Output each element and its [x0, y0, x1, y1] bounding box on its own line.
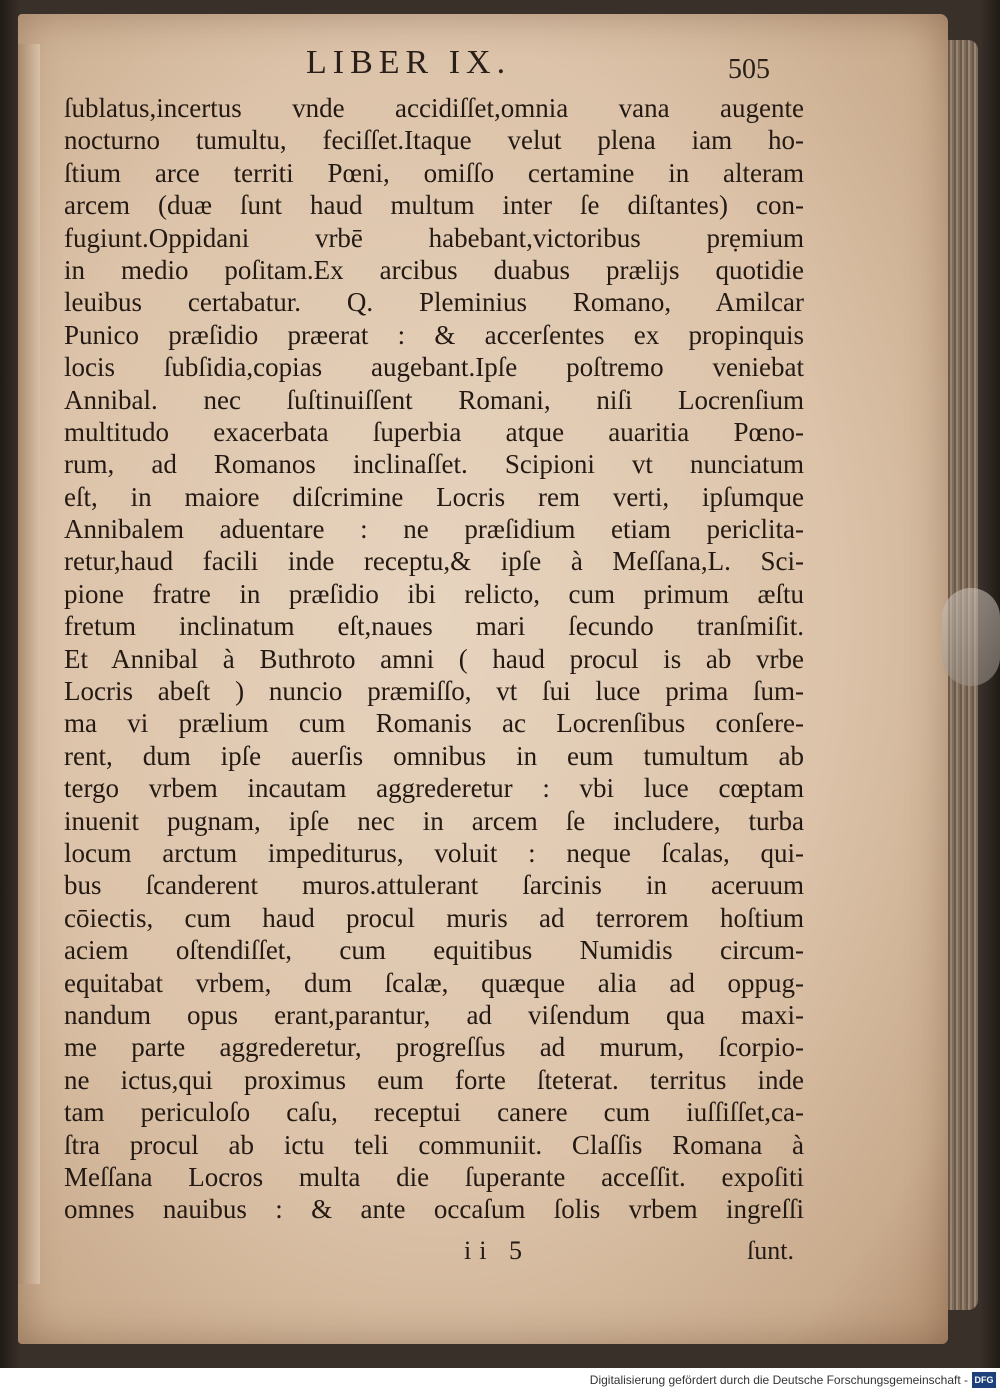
running-head: LIBER IX.: [306, 44, 512, 81]
text-line: ſublatus,incertus vnde accidiſſet,omnia vana augente: [64, 93, 804, 123]
text-line: ſtra procul ab ictu teli communiit. Claſſis Romana à: [64, 1129, 804, 1160]
text-line: Punico præſidio præerat : & accerſentes ex propinquis: [64, 319, 804, 350]
text-line: tam periculoſo caſu, receptui canere cum iuſſiſſet,ca-: [64, 1097, 804, 1128]
page-number: 505: [728, 54, 770, 85]
text-line: in medio poſitam.Ex arcibus duabus prælijs quotidie: [64, 254, 804, 285]
text-line: rum, ad Romanos inclinaſſet. Scipioni vt nunciatum: [64, 449, 804, 480]
text-line: fugiunt.Oppidani vrbē habebant,victoribus prẹmium: [64, 222, 804, 253]
text-line: nandum opus erant,parantur, ad viſendum qua maxi-: [64, 999, 804, 1030]
digitization-bar: [0, 1368, 1000, 1393]
text-line: tergo vrbem incautam aggrederetur : vbi luce cœptam: [64, 773, 804, 804]
text-line: eſt, in maiore diſcrimine Locris rem verti, ipſumque: [64, 481, 804, 512]
text-line: cōiectis, cum haud procul muris ad terrorem hoſtium: [64, 902, 804, 933]
text-line: retur,haud facili inde receptu,& ipſe à Meſſana,L. Sci-: [64, 546, 804, 577]
text-line: multitudo exacerbata ſuperbia atque auaritia Pœno-: [64, 416, 804, 447]
text-line: rent, dum ipſe auerſis omnibus in eum tumultum ab: [64, 740, 804, 771]
text-line: pione fratre in præſidio ibi relicto, cum primum æſtu: [64, 578, 804, 609]
text-line: Locris abeſt ) nuncio præmiſſo, vt ſui luce prima ſum-: [64, 676, 804, 707]
body-text: [64, 92, 804, 1226]
dfg-logo: DFG: [972, 1372, 996, 1388]
text-line: Annibal. nec ſuſtinuiſſent Romani, niſi Locrenſium: [64, 384, 804, 415]
text-line: leuibus certabatur. Q. Pleminius Romano, Amilcar: [64, 287, 804, 318]
text-line: inuenit pugnam, ipſe nec in arcem ſe includere, turba: [64, 805, 804, 836]
text-line: Et Annibal à Buthroto amni ( haud procul is ab vrbe: [64, 643, 804, 674]
text-line: ne ictus,qui proximus eum forte ſteterat. territus inde: [64, 1064, 804, 1095]
text-line: nocturno tumultu, feciſſet.Itaque velut plena iam ho-: [64, 125, 804, 156]
gutter-shadow: [18, 44, 40, 1284]
page-clip: [942, 588, 1000, 686]
catchword: ſunt.: [747, 1236, 794, 1265]
text-line: bus ſcanderent muros.attulerant ſarcinis in aceruum: [64, 870, 804, 901]
funding-credit: Digitalisierung gefördert durch die Deutsche Forschungsgemeinschaft -: [589, 1373, 968, 1387]
text-line: fretum inclinatum eſt,naues mari ſecundo tranſmiſit.: [64, 611, 804, 642]
text-line: equitabat vrbem, dum ſcalæ, quæque alia ad oppug-: [64, 967, 804, 998]
text-line: Annibalem aduentare : ne præſidium etiam periclita-: [64, 514, 804, 545]
text-line: me parte aggrederetur, progreſſus ad murum, ſcorpio-: [64, 1032, 804, 1063]
page-footer: [64, 1236, 804, 1270]
text-line: Meſſana Locros multa die ſuperante acceſſit. expoſiti: [64, 1161, 804, 1192]
text-line: aciem oſtendiſſet, cum equitibus Numidis circum-: [64, 935, 804, 966]
text-line: locum arctum impediturus, voluit : neque ſcalas, qui-: [64, 837, 804, 868]
text-line: omnes nauibus : & ante occaſum ſolis vrbem ingreſſi: [64, 1194, 804, 1225]
text-line: ma vi prælium cum Romanis ac Locrenſibus conſere-: [64, 708, 804, 739]
signature-mark: ii 5: [464, 1236, 530, 1265]
text-line: arcem (duæ ſunt haud multum inter ſe diſtantes) con-: [64, 190, 804, 221]
text-line: ſtium arce territi Pœni, omiſſo certamine in alteram: [64, 157, 804, 188]
page-header: [78, 44, 798, 94]
book-page: [18, 14, 948, 1344]
text-line: locis ſubſidia,copias augebant.Ipſe poſtremo veniebat: [64, 352, 804, 383]
